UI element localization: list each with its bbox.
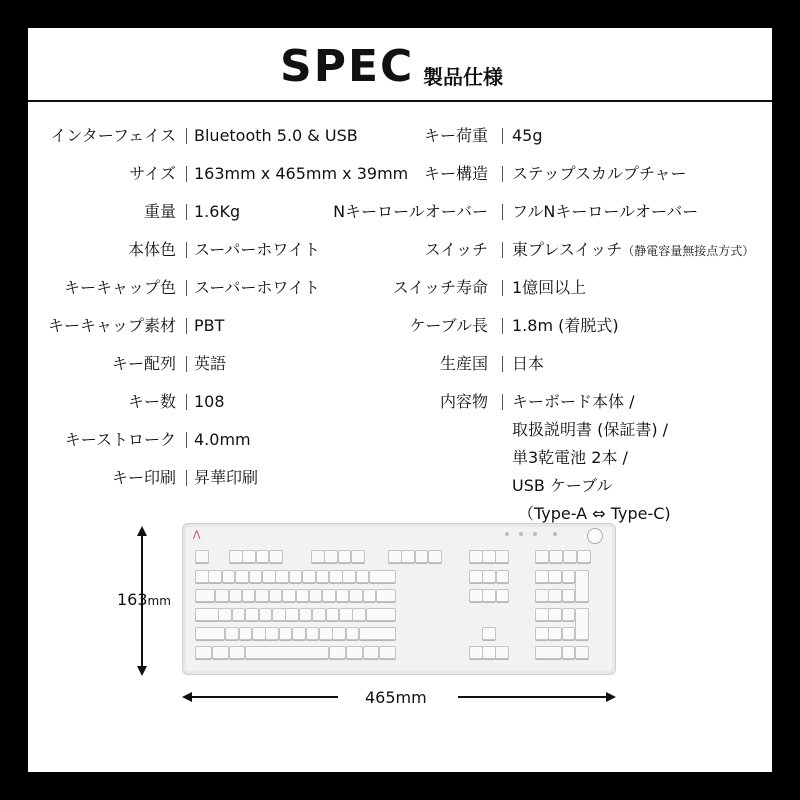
key <box>222 570 236 583</box>
spec-value: 45g <box>512 126 543 145</box>
spec-value: 1億回以上 <box>512 278 587 297</box>
key <box>195 627 225 640</box>
height-value: 163 <box>117 590 148 609</box>
logo-icon: ⋀ <box>193 530 201 540</box>
spec-label: 内容物 <box>439 392 488 411</box>
key <box>225 627 239 640</box>
key <box>535 550 549 563</box>
key <box>339 608 353 621</box>
key <box>376 589 396 602</box>
width-dimension-line <box>458 696 608 698</box>
spec-label: キー荷重 <box>423 126 488 145</box>
spec-label: スイッチ <box>424 240 488 259</box>
separator <box>502 394 503 410</box>
key <box>255 589 269 602</box>
key <box>562 589 576 602</box>
separator <box>186 128 187 144</box>
separator <box>186 394 187 410</box>
key <box>195 570 209 583</box>
key <box>262 570 276 583</box>
separator <box>186 166 187 182</box>
spec-value <box>512 240 754 261</box>
key <box>229 550 243 563</box>
header-divider <box>28 100 772 102</box>
key <box>195 608 219 621</box>
key <box>245 646 329 659</box>
separator <box>502 204 503 220</box>
key <box>351 550 365 563</box>
key <box>346 627 360 640</box>
page-subtitle: 製品仕様 <box>423 65 503 89</box>
key <box>562 627 576 640</box>
spec-value: 英語 <box>194 354 227 373</box>
arrow-up-icon <box>137 526 147 536</box>
arrow-right-icon <box>606 692 616 702</box>
key <box>349 589 363 602</box>
key <box>282 589 296 602</box>
separator <box>502 318 503 334</box>
header <box>28 28 772 100</box>
key <box>401 550 415 563</box>
height-unit: mm <box>147 594 171 608</box>
key <box>342 570 356 583</box>
key <box>329 646 346 659</box>
key <box>259 608 273 621</box>
spec-value: 日本 <box>512 354 545 373</box>
key <box>346 646 363 659</box>
key <box>195 646 212 659</box>
key <box>575 646 589 659</box>
key <box>195 589 215 602</box>
key <box>218 608 232 621</box>
key <box>563 550 577 563</box>
key <box>469 646 483 659</box>
key <box>292 627 306 640</box>
spec-value-note: （静電容量無接点方式） <box>622 244 755 258</box>
key <box>535 627 549 640</box>
key <box>299 608 313 621</box>
led-indicator <box>519 532 523 536</box>
key <box>311 550 325 563</box>
spec-value: キーボード本体 / <box>512 392 635 411</box>
contents-line: （Type-A ⇔ Type-C) <box>518 504 671 523</box>
key <box>252 627 266 640</box>
key <box>296 589 310 602</box>
key <box>577 550 591 563</box>
key <box>195 550 209 563</box>
key <box>495 646 509 659</box>
separator <box>502 128 503 144</box>
key <box>482 646 496 659</box>
key <box>562 646 576 659</box>
separator <box>186 470 187 486</box>
separator <box>186 204 187 220</box>
key <box>322 589 336 602</box>
key <box>379 646 396 659</box>
key <box>535 589 549 602</box>
key <box>312 608 326 621</box>
key <box>363 646 380 659</box>
spec-value: 4.0mm <box>194 430 251 449</box>
key <box>245 608 259 621</box>
spec-label: サイズ <box>129 164 176 183</box>
key <box>272 608 286 621</box>
key <box>535 608 549 621</box>
separator <box>502 166 503 182</box>
spec-label: 重量 <box>143 202 176 221</box>
key <box>495 550 509 563</box>
key <box>575 608 589 640</box>
key <box>269 550 283 563</box>
key <box>366 608 396 621</box>
spec-label: キーストローク <box>64 430 176 449</box>
key <box>469 570 483 583</box>
key <box>338 550 352 563</box>
contents-line: USB ケーブル <box>512 476 613 495</box>
key <box>289 570 303 583</box>
height-label <box>117 590 171 609</box>
keyboard-image <box>182 523 616 675</box>
arrow-left-icon <box>182 692 192 702</box>
key <box>242 550 256 563</box>
spec-label: Nキーロールオーバー <box>333 202 488 221</box>
separator <box>502 280 503 296</box>
key <box>302 570 316 583</box>
key <box>535 646 562 659</box>
separator <box>186 280 187 296</box>
spec-label: 生産国 <box>439 354 488 373</box>
led-indicator <box>553 532 557 536</box>
volume-knob <box>587 528 603 544</box>
contents-line: 単3乾電池 2本 / <box>512 448 628 467</box>
key <box>332 627 346 640</box>
spec-label: キー配列 <box>111 354 176 373</box>
key <box>496 570 510 583</box>
spec-label: キーキャップ色 <box>63 278 176 297</box>
key <box>535 570 549 583</box>
key <box>548 608 562 621</box>
key <box>369 570 396 583</box>
spec-label: キー印刷 <box>111 468 176 487</box>
key <box>549 550 563 563</box>
key <box>548 627 562 640</box>
spec-value: 163mm x 465mm x 39mm <box>194 164 409 183</box>
key <box>482 550 496 563</box>
spec-label: 本体色 <box>127 240 176 259</box>
spec-value: 昇華印刷 <box>194 468 259 487</box>
key <box>575 570 589 602</box>
spec-label: インターフェイス <box>50 126 176 145</box>
separator <box>186 318 187 334</box>
key <box>208 570 222 583</box>
key <box>469 589 483 602</box>
spec-value: スーパーホワイト <box>194 240 320 259</box>
key <box>329 570 343 583</box>
separator <box>502 356 503 372</box>
key <box>256 550 270 563</box>
key <box>496 589 510 602</box>
width-label: 465mm <box>365 688 427 707</box>
key <box>352 608 366 621</box>
key <box>285 608 299 621</box>
spec-label: キーキャップ素材 <box>47 316 176 335</box>
arrow-down-icon <box>137 666 147 676</box>
key <box>279 627 293 640</box>
key <box>562 608 576 621</box>
spec-value: 1.8m (着脱式) <box>512 316 619 335</box>
key <box>319 627 333 640</box>
spec-value-main: 東プレスイッチ <box>512 240 623 259</box>
separator <box>502 242 503 258</box>
spec-value: スーパーホワイト <box>194 278 320 297</box>
separator <box>186 432 187 448</box>
spec-value: Bluetooth 5.0 & USB <box>194 126 358 145</box>
key <box>275 570 289 583</box>
key <box>235 570 249 583</box>
key <box>316 570 330 583</box>
key <box>212 646 229 659</box>
spec-value: 1.6Kg <box>194 202 241 221</box>
separator <box>186 356 187 372</box>
led-indicator <box>505 532 509 536</box>
key <box>306 627 320 640</box>
spec-label: キー数 <box>127 392 176 411</box>
spec-value: 108 <box>194 392 225 411</box>
key <box>388 550 402 563</box>
contents-line: 取扱説明書 (保証書) / <box>512 420 669 439</box>
key <box>229 646 246 659</box>
key <box>336 589 350 602</box>
spec-value: ステップスカルプチャー <box>512 164 687 183</box>
key <box>548 589 562 602</box>
key <box>269 589 283 602</box>
spec-label: キー構造 <box>423 164 488 183</box>
key <box>326 608 340 621</box>
key <box>215 589 229 602</box>
key <box>239 627 253 640</box>
key <box>265 627 279 640</box>
key <box>229 589 243 602</box>
key <box>482 627 496 640</box>
key <box>482 570 496 583</box>
width-dimension-line <box>188 696 338 698</box>
key <box>482 589 496 602</box>
key <box>249 570 263 583</box>
key <box>232 608 246 621</box>
spec-value: フルNキーロールオーバー <box>512 202 699 221</box>
key <box>469 550 483 563</box>
led-indicator <box>533 532 537 536</box>
key <box>548 570 562 583</box>
key <box>309 589 323 602</box>
spec-label: ケーブル長 <box>409 316 488 335</box>
key <box>242 589 256 602</box>
spec-label: スイッチ寿命 <box>392 278 488 297</box>
key <box>562 570 576 583</box>
key <box>428 550 442 563</box>
page-title: SPEC <box>280 41 415 92</box>
key <box>324 550 338 563</box>
separator <box>186 242 187 258</box>
key <box>356 570 370 583</box>
key <box>415 550 429 563</box>
spec-value: PBT <box>194 316 225 335</box>
key <box>359 627 396 640</box>
key <box>363 589 377 602</box>
